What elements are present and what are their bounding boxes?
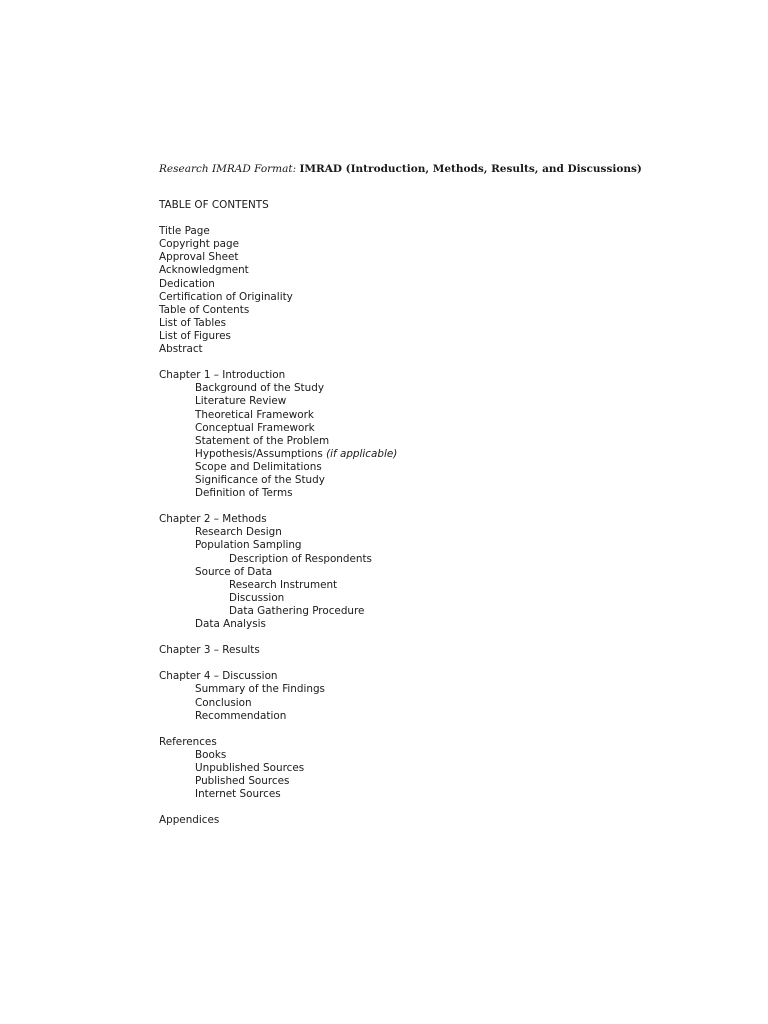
toc-entry-approval-sheet: Approval Sheet bbox=[159, 251, 239, 264]
chapter-3-heading: Chapter 3 – Results bbox=[159, 644, 260, 657]
toc-subentry: Published Sources bbox=[195, 775, 290, 788]
toc-subentry: Summary of the Findings bbox=[195, 683, 325, 696]
references-heading: References bbox=[159, 735, 217, 748]
toc-subentry: Definition of Terms bbox=[195, 487, 293, 500]
toc-entry-list-of-tables: List of Tables bbox=[159, 316, 227, 329]
toc-entry-certification: Certification of Originality bbox=[159, 290, 293, 303]
document-header bbox=[159, 163, 642, 175]
toc-entry-dedication: Dedication bbox=[159, 277, 215, 290]
toc-subentry-hypothesis bbox=[159, 448, 397, 461]
chapter-1-heading: Chapter 1 – Introduction bbox=[159, 369, 286, 382]
toc-entry-table-of-contents: Table of Contents bbox=[159, 303, 250, 316]
toc-subentry: Conclusion bbox=[195, 696, 252, 709]
header-prefix: Research IMRAD Format: bbox=[159, 163, 297, 175]
toc-entry-list-of-figures: List of Figures bbox=[159, 329, 231, 342]
toc-subentry: Source of Data bbox=[195, 565, 273, 578]
appendices-heading: Appendices bbox=[159, 814, 220, 827]
toc-subsubentry: Description of Respondents bbox=[229, 552, 372, 565]
toc-subentry: Internet Sources bbox=[195, 788, 281, 801]
toc-subentry: Conceptual Framework bbox=[195, 421, 315, 434]
table-of-contents bbox=[159, 199, 397, 828]
toc-subsubentry: Data Gathering Procedure bbox=[229, 604, 365, 617]
toc-subentry: Population Sampling bbox=[195, 539, 302, 552]
toc-subentry: Theoretical Framework bbox=[195, 408, 314, 421]
toc-entry-title-page: Title Page bbox=[159, 225, 210, 238]
toc-subsubentry: Discussion bbox=[229, 591, 285, 604]
toc-subentry: Data Analysis bbox=[195, 618, 266, 630]
toc-subentry: Literature Review bbox=[195, 395, 287, 408]
toc-heading: TABLE OF CONTENTS bbox=[159, 199, 269, 211]
toc-subentry: Scope and Delimitations bbox=[195, 460, 322, 473]
toc-subentry: Books bbox=[195, 748, 227, 761]
toc-subentry: Background of the Study bbox=[195, 382, 324, 395]
hypothesis-label: Hypothesis/Assumptions bbox=[195, 447, 323, 460]
toc-entry-copyright-page: Copyright page bbox=[159, 238, 240, 251]
header-title: IMRAD (Introduction, Methods, Results, and Discussions) bbox=[299, 163, 642, 175]
toc-subentry: Recommendation bbox=[195, 709, 287, 722]
toc-entry-acknowledgment: Acknowledgment bbox=[159, 264, 249, 277]
if-applicable-note: (if applicable) bbox=[326, 447, 398, 460]
toc-subentry: Research Design bbox=[195, 526, 282, 539]
toc-entry-abstract: Abstract bbox=[159, 343, 203, 356]
toc-subsubentry: Research Instrument bbox=[229, 578, 338, 591]
toc-subentry: Significance of the Study bbox=[195, 473, 325, 486]
chapter-2-heading: Chapter 2 – Methods bbox=[159, 513, 267, 526]
chapter-4-heading: Chapter 4 – Discussion bbox=[159, 670, 278, 683]
toc-subentry: Statement of the Problem bbox=[195, 434, 330, 447]
toc-subentry: Unpublished Sources bbox=[195, 762, 305, 775]
